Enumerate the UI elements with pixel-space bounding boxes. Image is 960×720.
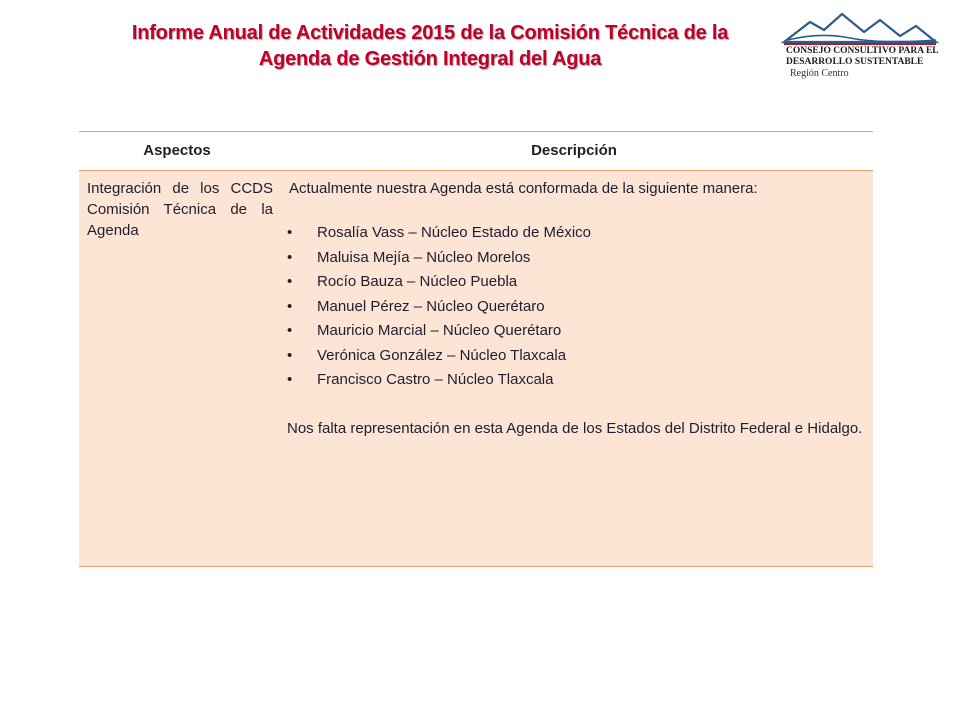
- list-item: [287, 221, 865, 246]
- list-item: [287, 319, 865, 344]
- activities-table: [79, 131, 873, 567]
- member-list: [287, 221, 865, 393]
- mountain-logo-icon: [780, 8, 940, 46]
- bullet-icon: •: [287, 346, 293, 364]
- member-text: Francisco Castro – Núcleo Tlaxcala: [317, 371, 554, 388]
- member-text: Mauricio Marcial – Núcleo Querétaro: [317, 322, 562, 339]
- bullet-icon: •: [287, 322, 293, 339]
- list-item: [287, 368, 865, 393]
- aspect-cell: Integración de los CCDS Comisión Técnica de la Agenda: [87, 180, 273, 239]
- member-text: Rosalía Vass – Núcleo Estado de México: [317, 224, 592, 241]
- header-descripcion: Descripción: [531, 142, 617, 159]
- logo-text-line-2: DESARROLLO SUSTENTABLE: [786, 57, 924, 67]
- ccds-logo: [780, 8, 944, 98]
- bullet-icon: •: [287, 371, 293, 388]
- table-row: [79, 171, 873, 566]
- bullet-icon: •: [287, 297, 293, 315]
- bullet-icon: •: [287, 224, 293, 241]
- document-title: [60, 20, 800, 72]
- logo-text-line-1: CONSEJO CONSULTIVO PARA EL: [786, 46, 939, 56]
- header-aspectos: Aspectos: [143, 142, 211, 159]
- list-item: [287, 270, 865, 295]
- title-line-1: Informe Anual de Actividades 2015 de la Comisión Técnica de la: [131, 22, 729, 44]
- member-text: Verónica González – Núcleo Tlaxcala: [317, 346, 567, 364]
- bullet-icon: •: [287, 248, 293, 266]
- member-text: Manuel Pérez – Núcleo Querétaro: [317, 297, 545, 315]
- list-item: [287, 344, 865, 369]
- member-text: Maluisa Mejía – Núcleo Morelos: [317, 248, 531, 266]
- description-cell: [277, 171, 873, 566]
- title-line-2: Agenda de Gestión Integral del Agua: [258, 48, 602, 70]
- list-item: [287, 246, 865, 271]
- description-intro: Actualmente nuestra Agenda está conformada de la siguiente manera:: [289, 180, 758, 197]
- logo-region-text: Región Centro: [790, 68, 849, 79]
- bullet-icon: •: [287, 273, 293, 290]
- list-item: [287, 295, 865, 320]
- representation-note: Nos falta representación en esta Agenda de los Estados del Distrito Federal e Hidalgo.: [287, 419, 863, 437]
- member-text: Rocío Bauza – Núcleo Puebla: [317, 273, 518, 290]
- table-header-row: [79, 132, 873, 171]
